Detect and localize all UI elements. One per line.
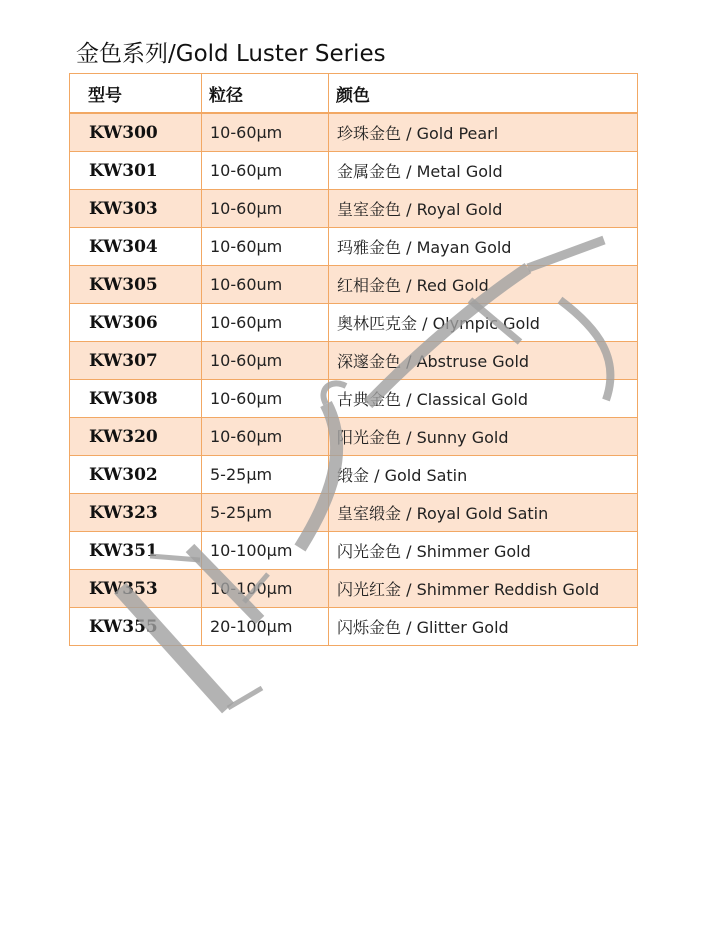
- size-cell: 10-60um: [202, 266, 329, 304]
- table-row: [70, 456, 638, 494]
- table-row: [70, 190, 638, 228]
- color-cell: 闪光金色 / Shimmer Gold: [329, 532, 638, 570]
- model-cell: KW323: [70, 494, 202, 532]
- color-cell: 古典金色 / Classical Gold: [329, 380, 638, 418]
- model-cell: KW306: [70, 304, 202, 342]
- model-cell: KW320: [70, 418, 202, 456]
- color-cell: 红相金色 / Red Gold: [329, 266, 638, 304]
- color-cell: 阳光金色 / Sunny Gold: [329, 418, 638, 456]
- model-cell: KW353: [70, 570, 202, 608]
- model-cell: KW355: [70, 608, 202, 646]
- table-row: [70, 608, 638, 646]
- size-cell: 10-100µm: [202, 570, 329, 608]
- color-cell: 闪烁金色 / Glitter Gold: [329, 608, 638, 646]
- size-cell: 10-60µm: [202, 113, 329, 152]
- size-cell: 5-25µm: [202, 494, 329, 532]
- color-cell: 奥林匹克金 / Olympic Gold: [329, 304, 638, 342]
- color-cell: 皇室缎金 / Royal Gold Satin: [329, 494, 638, 532]
- model-cell: KW302: [70, 456, 202, 494]
- table-row: [70, 342, 638, 380]
- header-model: 型号: [70, 74, 202, 114]
- size-cell: 10-60µm: [202, 342, 329, 380]
- model-cell: KW305: [70, 266, 202, 304]
- size-cell: 10-60µm: [202, 304, 329, 342]
- size-cell: 10-60µm: [202, 228, 329, 266]
- color-cell: 金属金色 / Metal Gold: [329, 152, 638, 190]
- model-cell: KW304: [70, 228, 202, 266]
- table-row: [70, 113, 638, 152]
- table-row: [70, 532, 638, 570]
- color-cell: 闪光红金 / Shimmer Reddish Gold: [329, 570, 638, 608]
- color-cell: 珍珠金色 / Gold Pearl: [329, 113, 638, 152]
- page-title: 金色系列/Gold Luster Series: [76, 41, 386, 67]
- table-row: [70, 266, 638, 304]
- header-size: 粒径: [202, 74, 329, 114]
- model-cell: KW308: [70, 380, 202, 418]
- table-row: [70, 570, 638, 608]
- size-cell: 10-60µm: [202, 152, 329, 190]
- table-row: [70, 380, 638, 418]
- color-cell: 深邃金色 / Abstruse Gold: [329, 342, 638, 380]
- table-row: [70, 418, 638, 456]
- size-cell: 10-60µm: [202, 190, 329, 228]
- table-row: [70, 304, 638, 342]
- color-cell: 缎金 / Gold Satin: [329, 456, 638, 494]
- model-cell: KW303: [70, 190, 202, 228]
- table-header-row: [70, 74, 638, 114]
- model-cell: KW301: [70, 152, 202, 190]
- size-cell: 10-100µm: [202, 532, 329, 570]
- model-cell: KW351: [70, 532, 202, 570]
- model-cell: KW300: [70, 113, 202, 152]
- color-cell: 玛雅金色 / Mayan Gold: [329, 228, 638, 266]
- table-row: [70, 228, 638, 266]
- header-color: 颜色: [329, 74, 638, 114]
- table-row: [70, 152, 638, 190]
- model-cell: KW307: [70, 342, 202, 380]
- size-cell: 10-60µm: [202, 380, 329, 418]
- color-cell: 皇室金色 / Royal Gold: [329, 190, 638, 228]
- product-table: [69, 73, 638, 646]
- size-cell: 10-60µm: [202, 418, 329, 456]
- size-cell: 20-100µm: [202, 608, 329, 646]
- table-row: [70, 494, 638, 532]
- size-cell: 5-25µm: [202, 456, 329, 494]
